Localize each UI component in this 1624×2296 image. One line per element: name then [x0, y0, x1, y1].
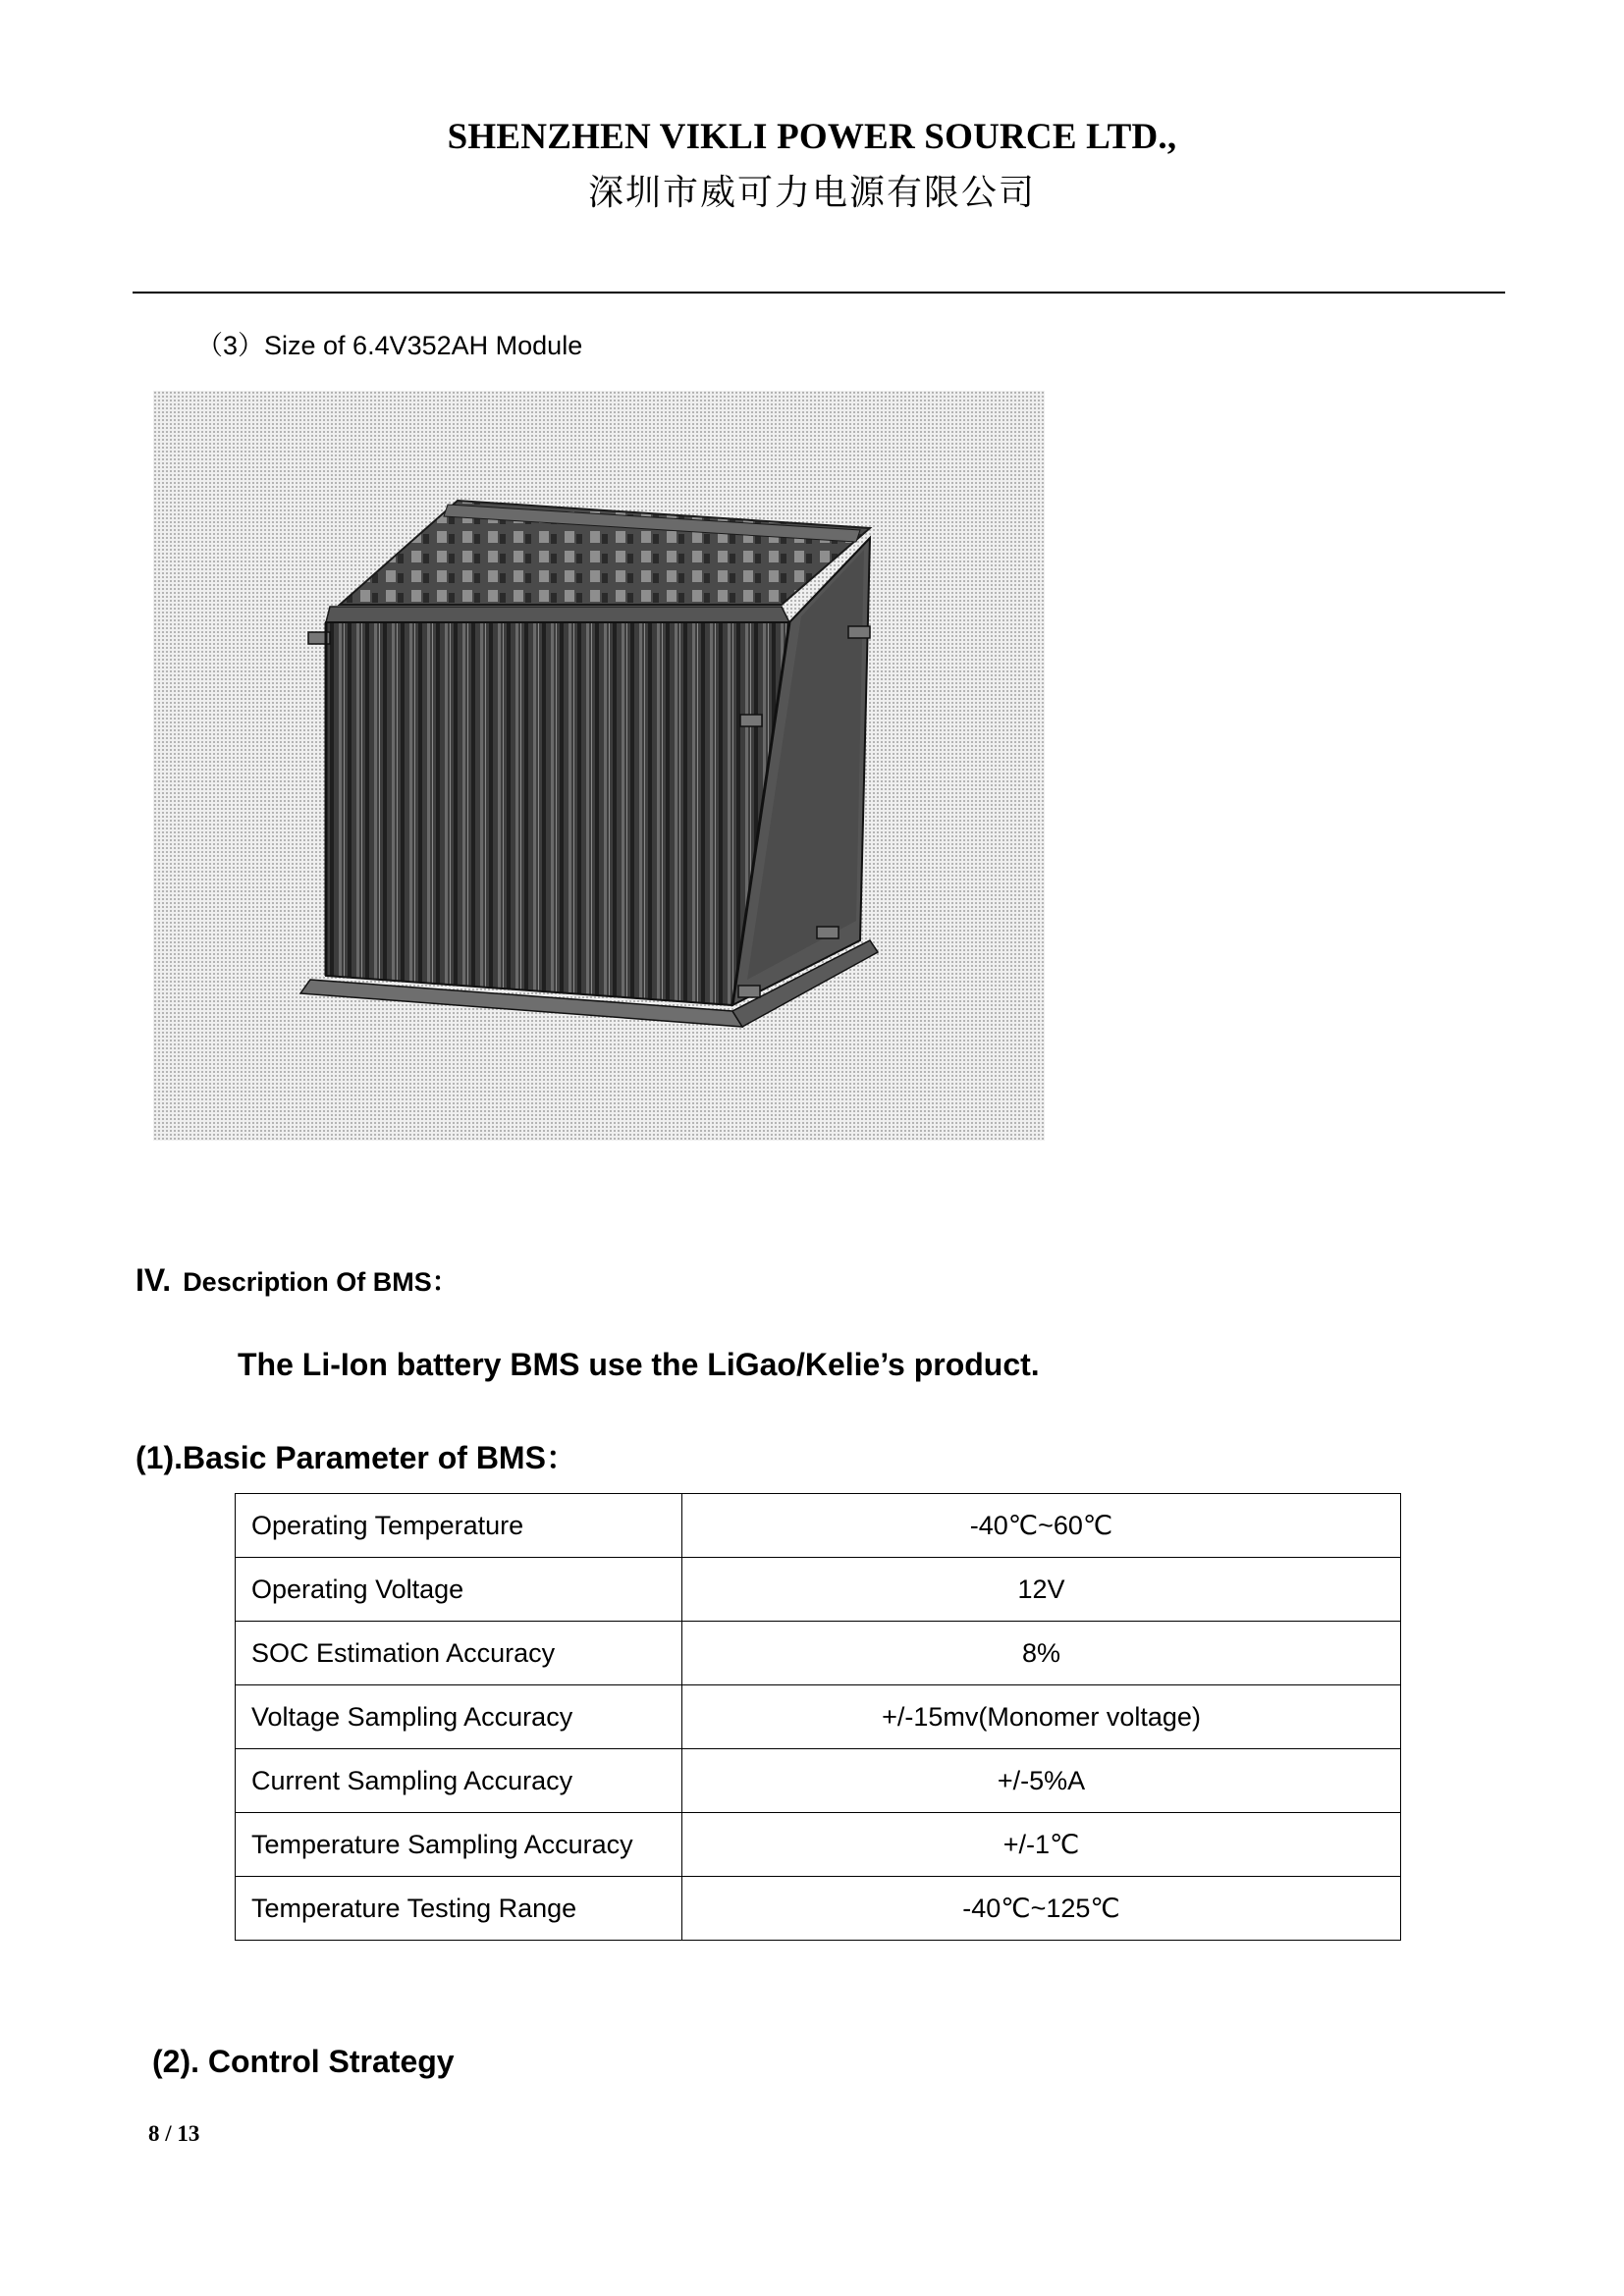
section-iv-title: Description Of BMS： [183, 1267, 459, 1297]
company-name-chinese: 深圳市威可力电源有限公司 [587, 173, 1036, 213]
parameter-value: 12V [682, 1558, 1401, 1622]
parameter-value: -40℃~60℃ [682, 1494, 1401, 1558]
header-divider [133, 292, 1505, 294]
battery-module-drawing [153, 391, 1045, 1141]
section-iv-numeral: IV. [135, 1262, 172, 1298]
parameter-name: Temperature Testing Range [236, 1877, 682, 1941]
bms-parameter-table [235, 1493, 1401, 1941]
parameter-name: Current Sampling Accuracy [236, 1749, 682, 1813]
parameter-value: +/-5%A [682, 1749, 1401, 1813]
parameter-value: +/-1℃ [682, 1813, 1401, 1877]
parameter-name: Temperature Sampling Accuracy [236, 1813, 682, 1877]
page-number: 8 / 13 [148, 2121, 200, 2146]
bms-statement: The Li-Ion battery BMS use the LiGao/Kelie’s product. [238, 1347, 1040, 1382]
parameter-value: -40℃~125℃ [682, 1877, 1401, 1941]
module-size-caption: （3）Size of 6.4V352AH Module [196, 331, 583, 360]
table-row [236, 1813, 1401, 1877]
table-row [236, 1749, 1401, 1813]
table-row [236, 1494, 1401, 1558]
parameter-name: Operating Temperature [236, 1494, 682, 1558]
control-strategy-heading: (2). Control Strategy [152, 2044, 455, 2079]
parameter-value: 8% [682, 1622, 1401, 1685]
parameter-name: Operating Voltage [236, 1558, 682, 1622]
table-row [236, 1622, 1401, 1685]
table-row [236, 1877, 1401, 1941]
parameter-name: SOC Estimation Accuracy [236, 1622, 682, 1685]
parameter-name: Voltage Sampling Accuracy [236, 1685, 682, 1749]
module-front-face [326, 622, 789, 1005]
basic-parameter-heading: (1).Basic Parameter of BMS： [135, 1440, 577, 1475]
parameter-value: +/-15mv(Monomer voltage) [682, 1685, 1401, 1749]
table-row [236, 1558, 1401, 1622]
table-row [236, 1685, 1401, 1749]
section-iv-heading [135, 1260, 459, 1299]
battery-module-figure [153, 391, 1045, 1141]
company-name-english: SHENZHEN VIKLI POWER SOURCE LTD., [447, 117, 1177, 157]
